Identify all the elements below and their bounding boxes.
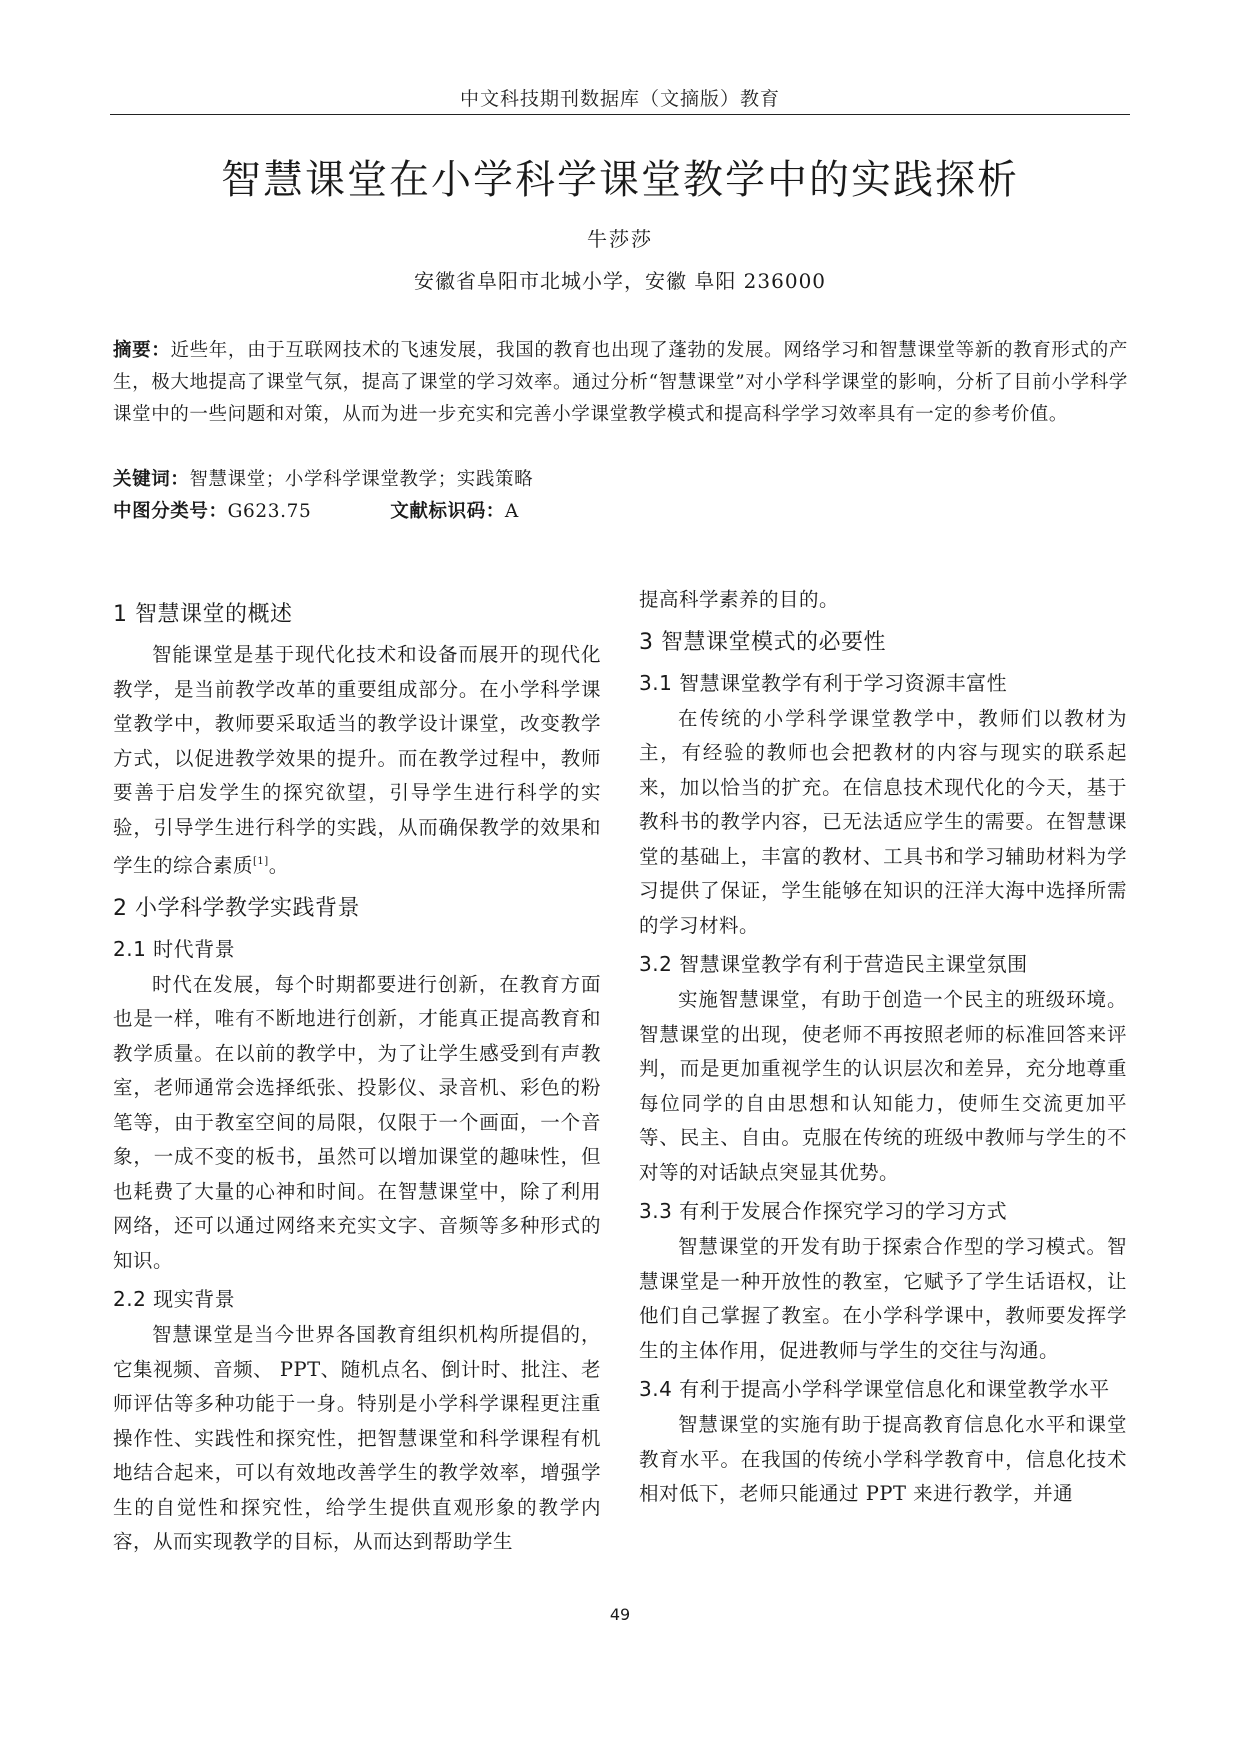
right-column <box>639 583 1127 1512</box>
abstract <box>113 335 1128 431</box>
paper-title: 智慧课堂在小学科学课堂教学中的实践探析 <box>221 157 1019 203</box>
abstract-label: 摘要： <box>113 340 171 361</box>
section-1-paragraph: 智能课堂是基于现代化技术和设备而展开的现代化教学，是当前教学改革的重要组成部分。在小学科学课堂教学中，教师要采取适当的教学设计课堂，改变教学方式，以促进教学效果的提升。而在教学过程中，教师要善于启发学生的探究欲望，引导学生进行科学的实验，引导学生进行科学的实践，从而确保教学的效果和学生的综合素质[1]。 <box>113 643 601 877</box>
section-3-3-paragraph: 智慧课堂的开发有助于探索合作型的学习模式。智慧课堂是一种开放性的教室，它赋予了学生话语权，让他们自己掌握了教室。在小学科学课中，教师要发挥学生的主体作用，促进教师与学生的交往与沟通。 <box>639 1235 1127 1362</box>
section-3-4-paragraph: 智慧课堂的实施有助于提高教育信息化水平和课堂教育水平。在我国的传统小学科学教育中，信息化技术相对低下，老师只能通过 PPT 来进行教学，并通 <box>639 1413 1127 1505</box>
section-1-heading: 1 智慧课堂的概述 <box>113 602 293 627</box>
author-affiliation: 安徽省阜阳市北城小学，安徽 阜阳 236000 <box>413 269 827 293</box>
doc-code-label: 文献标识码： <box>390 501 505 522</box>
header-rule <box>110 114 1130 115</box>
page-number: 49 <box>609 1605 631 1624</box>
running-header: 中文科技期刊数据库（文摘版）教育 <box>459 88 780 110</box>
keywords-line <box>113 465 533 491</box>
doc-code-value: A <box>504 501 519 522</box>
section-3-4-heading: 3.4 有利于提高小学科学课堂信息化和课堂教学水平 <box>639 1377 1110 1401</box>
section-2-1-paragraph: 时代在发展，每个时期都要进行创新，在教育方面也是一样，唯有不断地进行创新，才能真正提高教育和教学质量。在以前的教学中，为了让学生感受到有声教室，老师通常会选择纸张、投影仪、录音机、彩色的粉笔等，由于教室空间的局限，仅限于一个画面，一个音象，一成不变的板书，虽然可以增加课堂的趣味性，但也耗费了大量的心神和时间。在智慧课堂中，除了利用网络，还可以通过网络来充实文字、音频等多种形式的知识。 <box>113 972 601 1272</box>
section-3-1-heading: 3.1 智慧课堂教学有利于学习资源丰富性 <box>639 670 1008 695</box>
section-3-2-heading: 3.2 智慧课堂教学有利于营造民主课堂氛围 <box>639 952 1028 976</box>
section-2-1-heading: 2.1 时代背景 <box>113 936 236 961</box>
carry-over-text: 提高科学素养的目的。 <box>639 588 840 611</box>
section-3-3-heading: 3.3 有利于发展合作探究学习的学习方式 <box>639 1199 1008 1223</box>
abstract-text: 近些年，由于互联网技术的飞速发展，我国的教育也出现了蓬勃的发展。网络学习和智慧课堂等新的教育形式的产生，极大地提高了课堂气氛，提高了课堂的学习效率。通过分析“智慧课堂”对小学科学课堂的影响，分析了目前小学科学课堂中的一些问题和对策，从而为进一步充实和完善小学课堂教学模式和提高科学学习效率具有一定的参考价值。 <box>113 340 1128 425</box>
section-2-heading: 2 小学科学教学实践背景 <box>113 895 360 921</box>
keywords-text: 智慧课堂；小学科学课堂教学；实践策略 <box>189 469 534 490</box>
clc-label: 中图分类号： <box>113 501 228 522</box>
section-3-heading: 3 智慧课堂模式的必要性 <box>639 629 886 655</box>
section-2-2-heading: 2.2 现实背景 <box>113 1287 236 1311</box>
section-2-2-paragraph: 智慧课堂是当今世界各国教育组织机构所提倡的，它集视频、音频、 PPT、随机点名、倒计时、批注、老师评估等多种功能于一身。特别是小学科学课程更注重操作性、实践性和探究性，把智慧课堂和科学课程有机地结合起来，可以有效地改善学生的教学效率，增强学生的自觉性和探究性，给学生提供直观形象的教学内容，从而实现教学的目标，从而达到帮助学生 <box>113 1323 601 1553</box>
author-name: 牛莎莎 <box>587 227 653 251</box>
left-column <box>113 590 601 1560</box>
citation-ref: [1] <box>253 856 269 867</box>
classification-line <box>113 497 519 523</box>
clc-value: G623.75 <box>227 501 312 522</box>
keywords-label: 关键词： <box>113 469 190 490</box>
section-3-2-paragraph: 实施智慧课堂，有助于创造一个民主的班级环境。智慧课堂的出现，使老师不再按照老师的标准回答来评判，而是更加重视学生的认识层次和差异，充分地尊重每位同学的自由思想和认知能力，使师生交流更加平等、民主、自由。克服在传统的班级中教师与学生的不对等的对话缺点突显其优势。 <box>639 988 1127 1184</box>
section-3-1-paragraph: 在传统的小学科学课堂教学中，教师们以教材为主，有经验的教师也会把教材的内容与现实的联系起来，加以恰当的扩充。在信息技术现代化的今天，基于教科书的教学内容，已无法适应学生的需要。在智慧课堂的基础上，丰富的教材、工具书和学习辅助材料为学习提供了保证，学生能够在知识的汪洋大海中选择所需的学习材料。 <box>639 706 1127 937</box>
